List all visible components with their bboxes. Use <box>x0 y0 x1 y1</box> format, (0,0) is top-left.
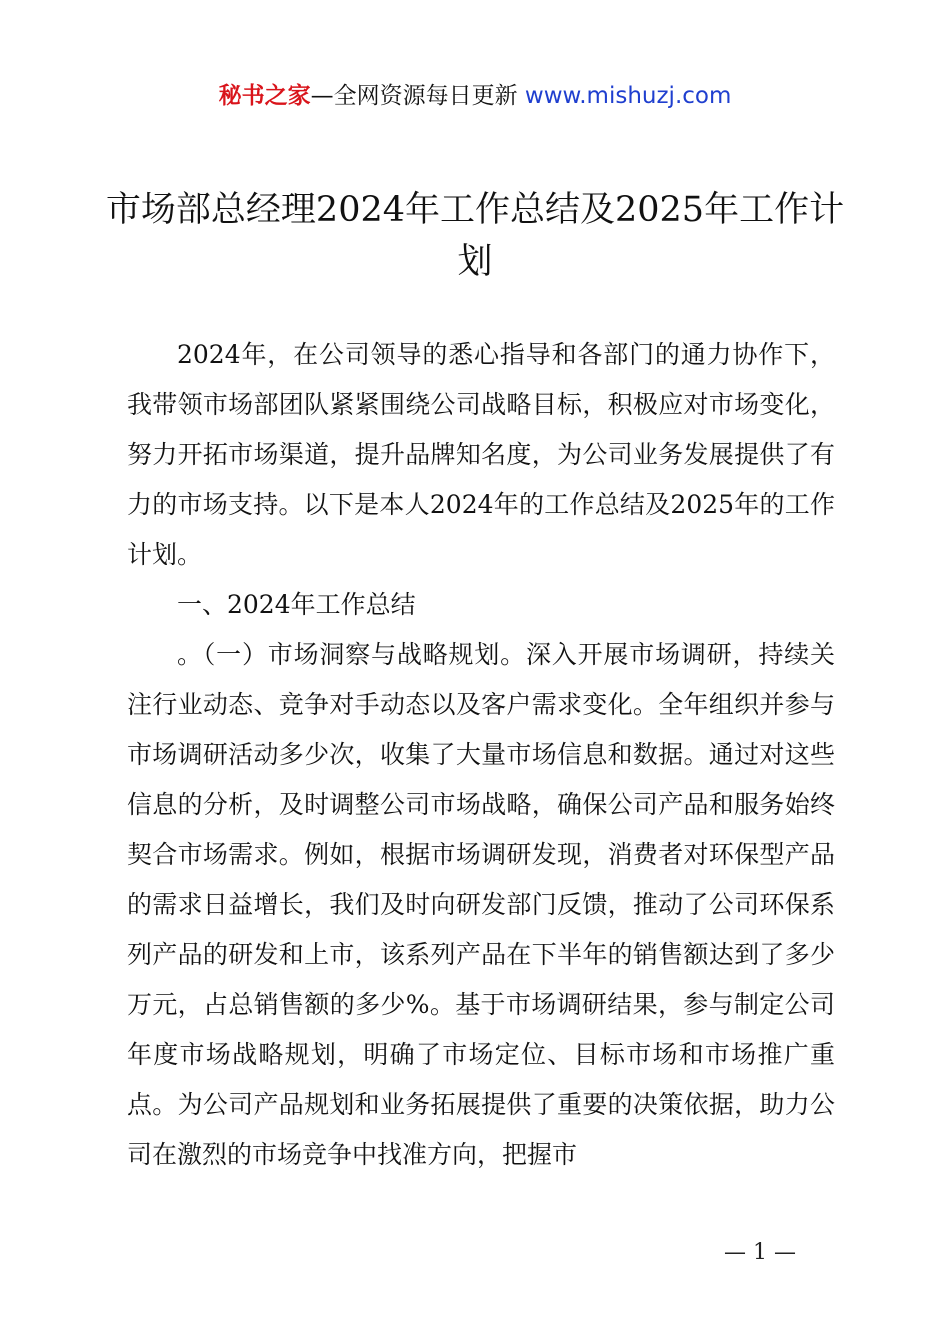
section-heading: 一、2024年工作总结 <box>177 590 416 619</box>
document-body <box>127 330 835 1180</box>
document-title: 市场部总经理2024年工作总结及2025年工作计划 <box>105 190 845 282</box>
page-number: — 1 — <box>724 1240 796 1265</box>
site-brand: 秘书之家 <box>218 83 311 109</box>
site-url: www.mishuzj.com <box>524 83 732 109</box>
site-tagline: —全网资源每日更新 <box>310 83 518 109</box>
body-paragraph: 。（一）市场洞察与战略规划。深入开展市场调研，持续关注行业动态、竞争对手动态以及客户需求变化。全年组织并参与市场调研活动多少次，收集了大量市场信息和数据。通过对这些信息的分析，及时调整公司市场战略，确保公司产品和服务始终契合市场需求。例如，根据市场调研发现，消费者对环保型产品的需求日益增长，我们及时向研发部门反馈，推动了公司环保系列产品的研发和上市，该系列产品在下半年的销售额达到了多少万元，占总销售额的多少%。基于市场调研结果，参与制定公司年度市场战略规划，明确了市场定位、目标市场和市场推广重点。为公司产品规划和业务拓展提供了重要的决策依据，助力公司在激烈的市场竞争中找准方向，把握市 <box>127 640 835 1169</box>
intro-paragraph: 2024年，在公司领导的悉心指导和各部门的通力协作下，我带领市场部团队紧紧围绕公司战略目标，积极应对市场变化，努力开拓市场渠道，提升品牌知名度，为公司业务发展提供了有力的市场支持。以下是本人2024年的工作总结及2025年的工作计划。 <box>127 340 835 569</box>
site-header <box>0 80 950 112</box>
